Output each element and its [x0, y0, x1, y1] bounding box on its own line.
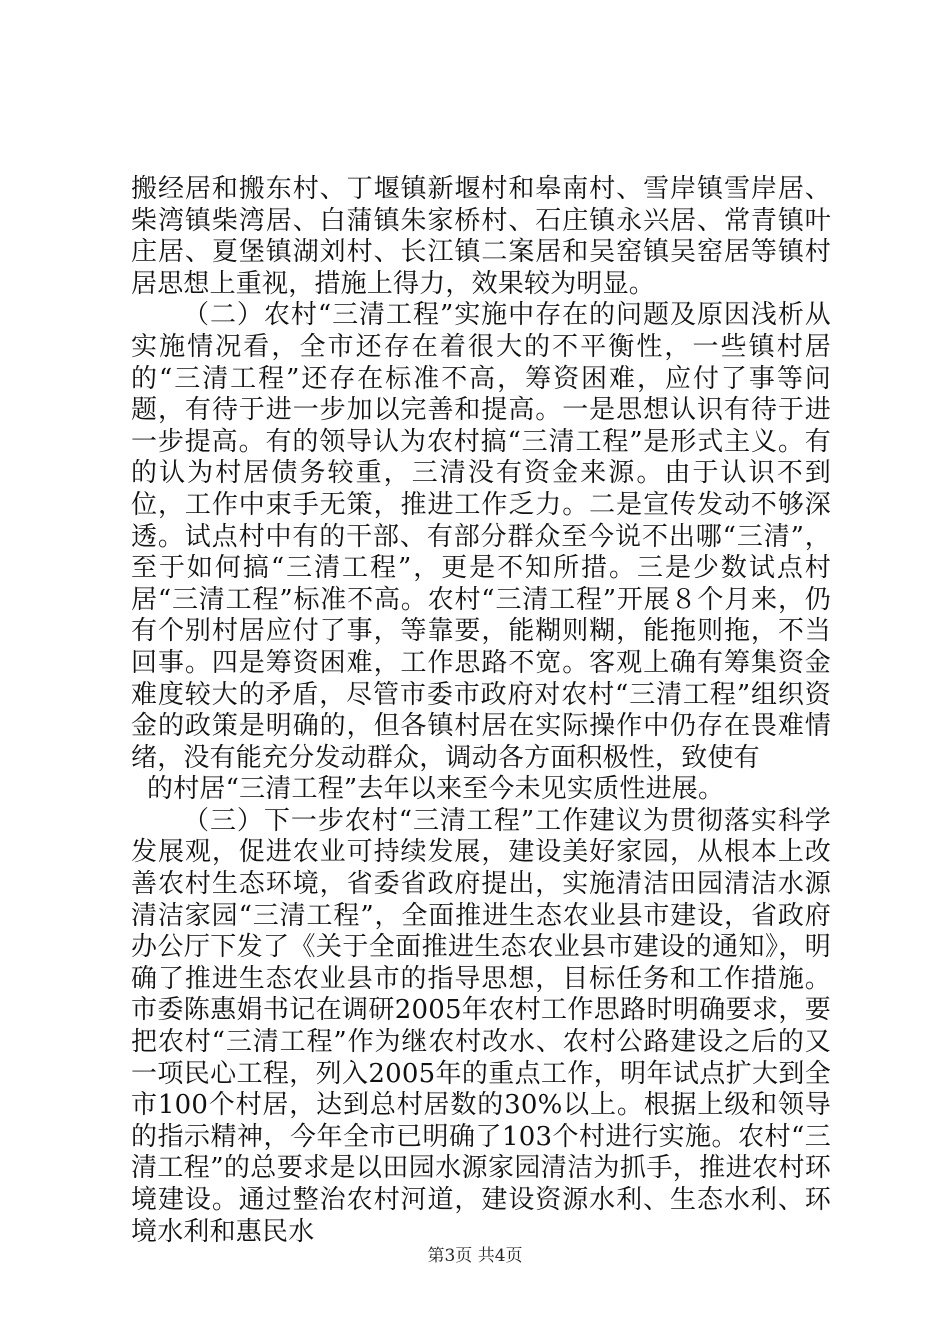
document-body	[131, 174, 831, 1248]
paragraph-continuation: 搬经居和搬东村、丁堰镇新堰村和皋南村、雪岸镇雪岸居、柴湾镇柴湾居、白蒲镇朱家桥村、石庄镇永兴居、常青镇叶庄居、夏堡镇湖刘村、长江镇二案居和吴窑镇吴窑居等镇村居思想上重视，措施上得力，效果较为明显。	[131, 174, 831, 299]
page-number-footer: 第3页 共4页	[427, 1246, 523, 1266]
paragraph-section-two-tail: 的村居“三清工程”去年以来至今未见实质性进展。	[147, 774, 725, 805]
paragraph-section-three: （三）下一步农村“三清工程”工作建议为贯彻落实科学发展观，促进农业可持续发展，建设美好家园，从根本上改善农村生态环境，省委省政府提出，实施清洁田园清洁水源清洁家园“三清工程”，全面推进生态农业县市建设，省政府办公厅下发了《关于全面推进生态农业县市建设的通知》，明确了推进生态农业县市的指导思想，目标任务和工作措施。市委陈惠娟书记在调研2005年农村工作思路时明确要求，要把农村“三清工程”作为继农村改水、农村公路建设之后的又一项民心工程，列入2005年的重点工作，明年试点扩大到全市100个村居，达到总村居数的30%以上。根据上级和领导的指示精神，今年全市已明确了103个村进行实施。农村“三清工程”的总要求是以田园水源家园清洁为抓手，推进农村环境建设。通过整治农村河道，建设资源水利、生态水利、环境水利和惠民水	[131, 805, 831, 1247]
paragraph-section-two: （二）农村“三清工程”实施中存在的问题及原因浅析从实施情况看，全市还存在着很大的不平衡性，一些镇村居的“三清工程”还存在标准不高，筹资困难，应付了事等问题，有待于进一步加以完善和提高。一是思想认识有待于进一步提高。有的领导认为农村搞“三清工程”是形式主义。有的认为村居债务较重，三清没有资金来源。由于认识不到位，工作中束手无策，推进工作乏力。二是宣传发动不够深透。试点村中有的干部、有部分群众至今说不出哪“三清”，至于如何搞“三清工程”，更是不知所措。三是少数试点村居“三清工程”标准不高。农村“三清工程”开展８个月来，仍有个别村居应付了事，等靠要，能糊则糊，能拖则拖，不当回事。四是筹资困难，工作思路不宽。客观上确有筹集资金难度较大的矛盾，尽管市委市政府对农村“三清工程”组织资金的政策是明确的，但各镇村居在实际操作中仍存在畏难情绪，没有能充分发动群众，调动各方面积极性，致使有	[131, 300, 831, 773]
